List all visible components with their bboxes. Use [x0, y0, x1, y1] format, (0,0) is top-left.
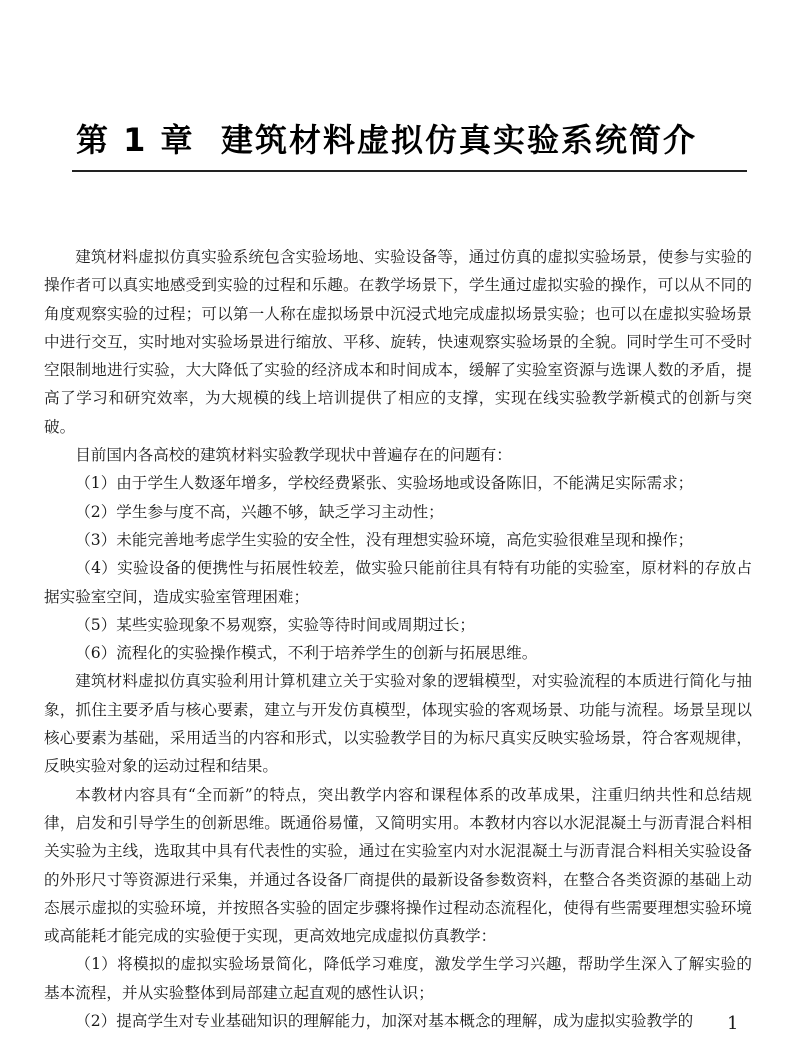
body-text [44, 243, 752, 1035]
chapter-title-text: 建筑材料虚拟仿真实验系统简介 [221, 121, 698, 159]
list-item-problem-3: （3）未能完善地考虑学生实验的安全性，没有理想实验环境，高危实验很难呈现和操作； [75, 530, 694, 549]
list-item-problem-6: （6）流程化的实验操作模式，不利于培养学生的创新与拓展思维。 [75, 644, 538, 663]
chapter-header [72, 118, 747, 172]
list-item-problem-2: （2）学生参与度不高，兴趣不够，缺乏学习主动性； [75, 502, 444, 521]
list-item-problem-1: （1）由于学生人数逐年增多，学校经费紧张、实验场地或设备陈旧，不能满足实际需求； [75, 474, 694, 493]
paragraph-intro: 建筑材料虚拟仿真实验系统包含实验场地、实验设备等，通过仿真的虚拟实验场景，使参与实验的操作者可以真实地感受到实验的过程和乐趣。在教学场景下，学生通过虚拟实验的操作，可以从不同的角度观察实验的过程；可以第一人称在虚拟场景中沉浸式地完成虚拟场景实验；也可以在虚拟实验场景中进行交互，实时地对实验场景进行缩放、平移、旋转，快速观察实验场景的全貌。同时学生可不受时空限制地进行实验，大大降低了实验的经济成本和时间成本，缓解了实验室资源与选课人数的矛盾，提高了学习和研究效率，为大规模的线上培训提供了相应的支撑，实现在线实验教学新模式的创新与突破。 [44, 248, 752, 436]
chapter-title [72, 118, 747, 170]
page-number: 1 [727, 1013, 739, 1034]
chapter-title-underline [72, 170, 747, 172]
list-item-problem-4: （4）实验设备的便携性与拓展性较差，做实验只能前往具有特有功能的实验室，原材料的存放占据实验室空间，造成实验室管理困难； [44, 559, 752, 606]
chapter-number: 第 1 章 [76, 121, 195, 159]
paragraph-textbook: 本教材内容具有“全而新”的特点，突出教学内容和课程体系的改革成果，注重归纳共性和总结规律，启发和引导学生的创新思维。既通俗易懂，又简明实用。本教材内容以水泥混凝土与沥青混合料相关实验为主线，选取其中具有代表性的实验，通过在实验室内对水泥混凝土与沥青混合料相关实验设备的外形尺寸等资源进行采集，并通过各设备厂商提供的最新设备参数资料，在整合各类资源的基础上动态展示虚拟的实验环境，并按照各实验的固定步骤将操作过程动态流程化，使得有些需要理想实验环境或高能耗才能完成的实验便于实现，更高效地完成虚拟仿真教学： [44, 785, 752, 946]
paragraph-problems-heading: 目前国内各高校的建筑材料实验教学现状中普遍存在的问题有： [75, 446, 512, 465]
list-item-goal-1: （1）将模拟的虚拟实验场景简化，降低学习难度，激发学生学习兴趣，帮助学生深入了解实验的基本流程，并从实验整体到局部建立起直观的感性认识； [44, 955, 752, 1002]
paragraph-simulation: 建筑材料虚拟仿真实验利用计算机建立关于实验对象的逻辑模型，对实验流程的本质进行简化与抽象，抓住主要矛盾与核心要素，建立与开发仿真模型，体现实验的客观场景、功能与流程。场景呈现以核心要素为基础，采用适当的内容和形式，以实验教学目的为标尺真实反映实验场景，符合客观规律，反映实验对象的运动过程和结果。 [44, 672, 752, 776]
list-item-goal-2: （2）提高学生对专业基础知识的理解能力，加深对基本概念的理解，成为虚拟实验教学的 [75, 1012, 694, 1031]
list-item-problem-5: （5）某些实验现象不易观察，实验等待时间或周期过长； [75, 615, 475, 634]
